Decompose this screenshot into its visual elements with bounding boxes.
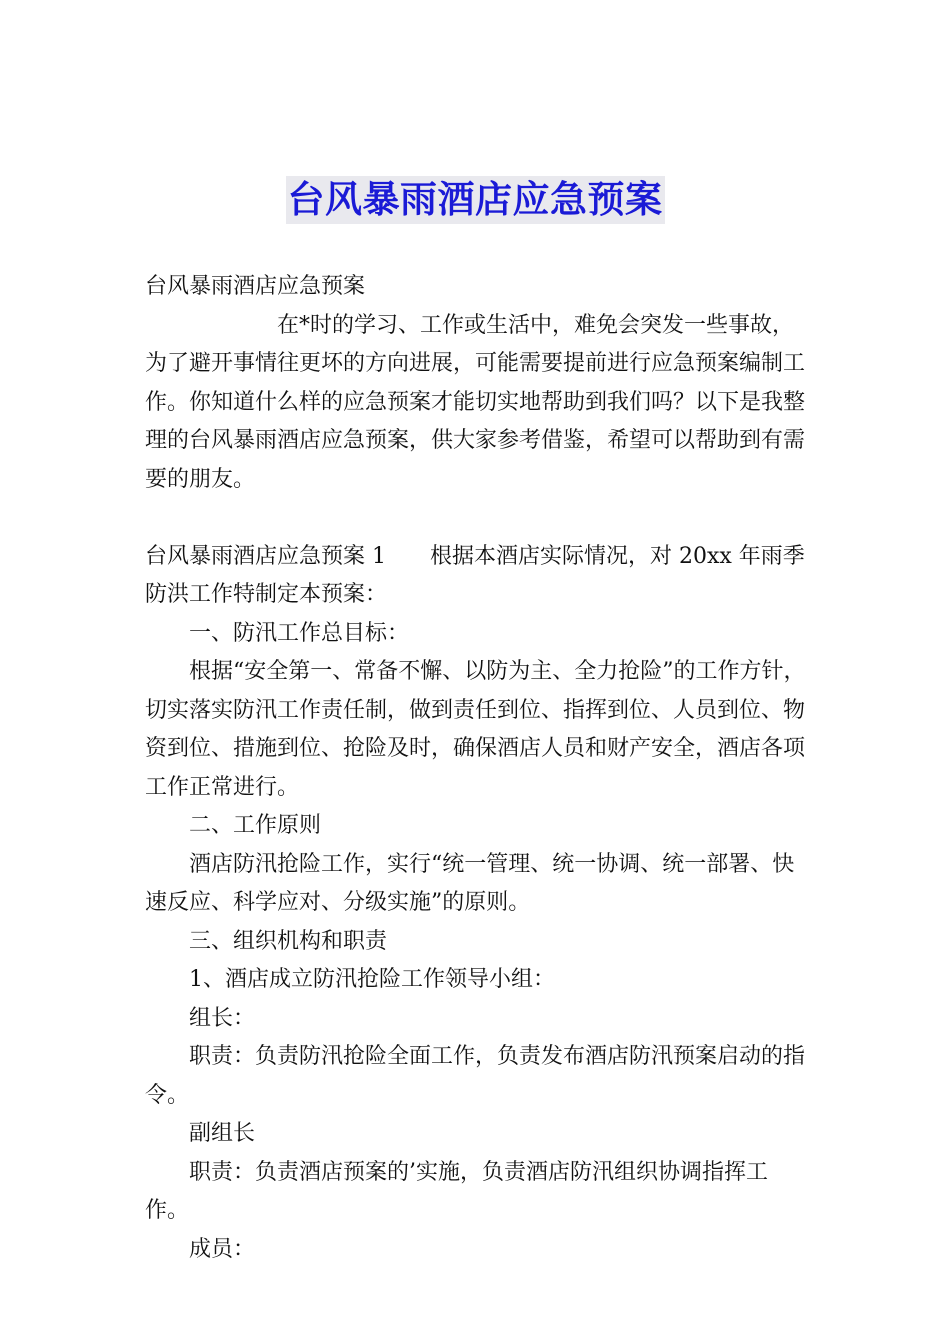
paragraph-organization-heading: 三、组织机构和职责 (189, 928, 388, 954)
subtitle: 台风暴雨酒店应急预案 (145, 274, 366, 299)
section-1-paragraph (145, 538, 808, 615)
paragraph-deputy-duty: 职责：负责酒店预案的’实施，负责酒店防汛组织协调指挥工作。 (145, 1159, 768, 1223)
paragraph-goal-text: 根据“安全第一、常备不懈、以防为主、全力抢险”的工作方针，切实落实防汛工作责任制，做到责任到位、指挥到位、人员到位、物资到位、措施到位、抢险及时，确保酒店人员和财产安全，酒店各项工作正常进行。 (145, 659, 806, 800)
document-title-wrap (0, 176, 950, 224)
document-title: 台风暴雨酒店应急预案 (286, 176, 665, 224)
paragraph-principle-text: 酒店防汛抢险工作，实行“统一管理、统一协调、统一部署、快速反应、科学应对、分级实施”的原则。 (145, 851, 795, 915)
section-1-heading: 台风暴雨酒店应急预案 1 (145, 543, 386, 569)
paragraph-principle-heading: 二、工作原则 (189, 813, 322, 838)
paragraph-spacer (145, 499, 808, 538)
document-body (145, 268, 808, 1269)
paragraph-deputy-leader: 副组长 (189, 1121, 256, 1146)
paragraph-leader: 组长： (189, 1005, 256, 1031)
paragraph-leader-duty: 职责：负责防汛抢险全面工作，负责发布酒店防汛预案启动的指令。 (145, 1044, 806, 1108)
paragraph-goal-heading: 一、防汛工作总目标： (189, 620, 410, 646)
section-1-lead: 根据本酒店实际情况，对 20xx 年雨季防洪工作特制定本预案： (145, 543, 805, 607)
paragraph-members: 成员： (189, 1236, 256, 1262)
intro-paragraph: 在*时的学习、工作或生活中，难免会突发一些事故，为了避开事情往更坏的方向进展，可能需要提前进行应急预案编制工作。你知道什么样的应急预案才能切实地帮助到我们吗？以下是我整理的台风暴雨酒店应急预案，供大家参考借鉴，希望可以帮助到有需要的朋友。 (145, 312, 806, 492)
paragraph-leadership-group: 1、酒店成立防汛抢险工作领导小组： (189, 967, 555, 992)
